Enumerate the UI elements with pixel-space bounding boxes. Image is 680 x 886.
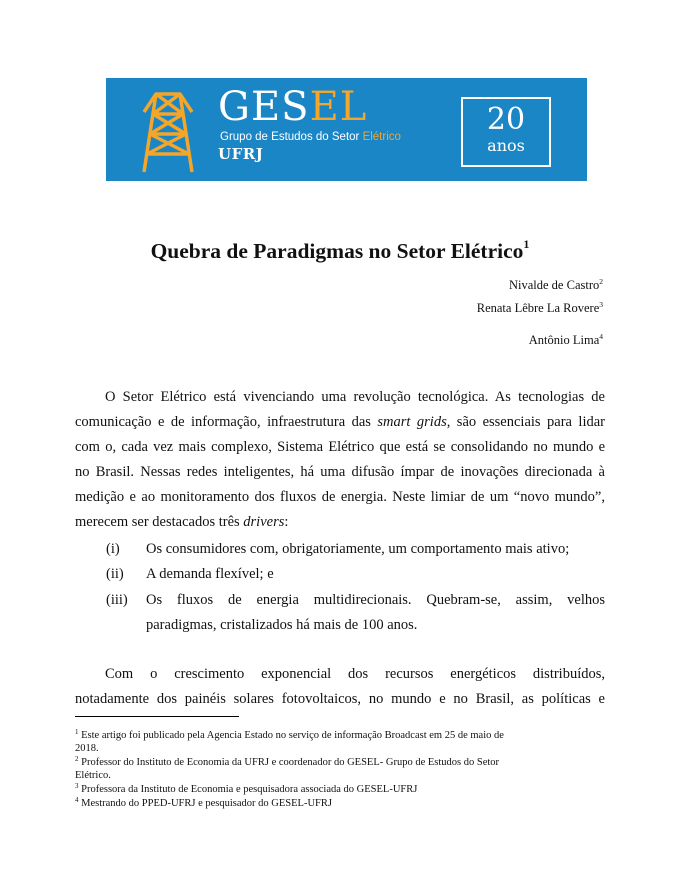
gesel-banner: [106, 78, 587, 181]
transmission-tower-icon: [142, 90, 194, 174]
footnote-divider: [75, 716, 239, 717]
anniversary-badge: [461, 97, 551, 167]
paragraph-2: Com o crescimento exponencial dos recursos energéticos distribuídos, notadamente dos painéis solares fotovoltaicos, no mundo e no Brasil, as políticas e: [75, 666, 605, 707]
footnote-4: $^4$ Mestrando do PPED-UFRJ e pesquisador do GESEL-UFRJ: [75, 796, 332, 809]
footnote-2: $^2$ Professor do Instituto de Economia da UFRJ e coordenador do GESEL- Grupo de Estudos do Setor Elétrico.: [75, 755, 500, 781]
author-3: Antônio Lima$^4$: [528, 332, 603, 347]
footnote-3: $^3$ Professora da Instituto de Economia e pesquisadora associada do GESEL-UFRJ: [75, 782, 418, 795]
author-2: Renata Lêbre La Rovere$^3$: [476, 300, 603, 315]
document-title: Quebra de Paradigmas no Setor Elétrico$^1$: [150, 237, 530, 263]
brand-subtitle: Grupo de Estudos do Setor Elétrico: [220, 131, 401, 143]
footnote-1: $^1$ Este artigo foi publicado pela Agencia Estado no serviço de informação Broadcast em 25 de maio de 2018.: [75, 728, 504, 754]
title-footnote-ref: 1: [523, 237, 530, 251]
brand-name: GESEL: [218, 84, 368, 130]
anniversary-number: 20: [486, 102, 526, 137]
list-item-number: (iii): [106, 592, 128, 608]
paragraph-1: O Setor Elétrico está vivenciando uma revolução tecnológica. As tecnologias de comunicação e de informação, infraestrutura das smart grids, são essenciais para lidar com o, cada vez mais complexo, Sistema Elétrico que está se consolidando no mundo e no Brasil. Nessas redes inteligentes, há uma difusão ímpar de inovações direcionada à medição e ao monitoramento dos fluxos de energia. Neste limiar de um “novo mundo”, merecem ser destacados três drivers:: [75, 389, 605, 530]
anniversary-label: anos: [487, 136, 525, 155]
brand-block: [218, 84, 401, 163]
list-item-number: (i): [106, 541, 120, 557]
author-1: Nivalde de Castro$^2$: [508, 277, 603, 292]
brand-ufrj: UFRJ: [218, 145, 264, 163]
list-item-number: (ii): [106, 566, 124, 582]
